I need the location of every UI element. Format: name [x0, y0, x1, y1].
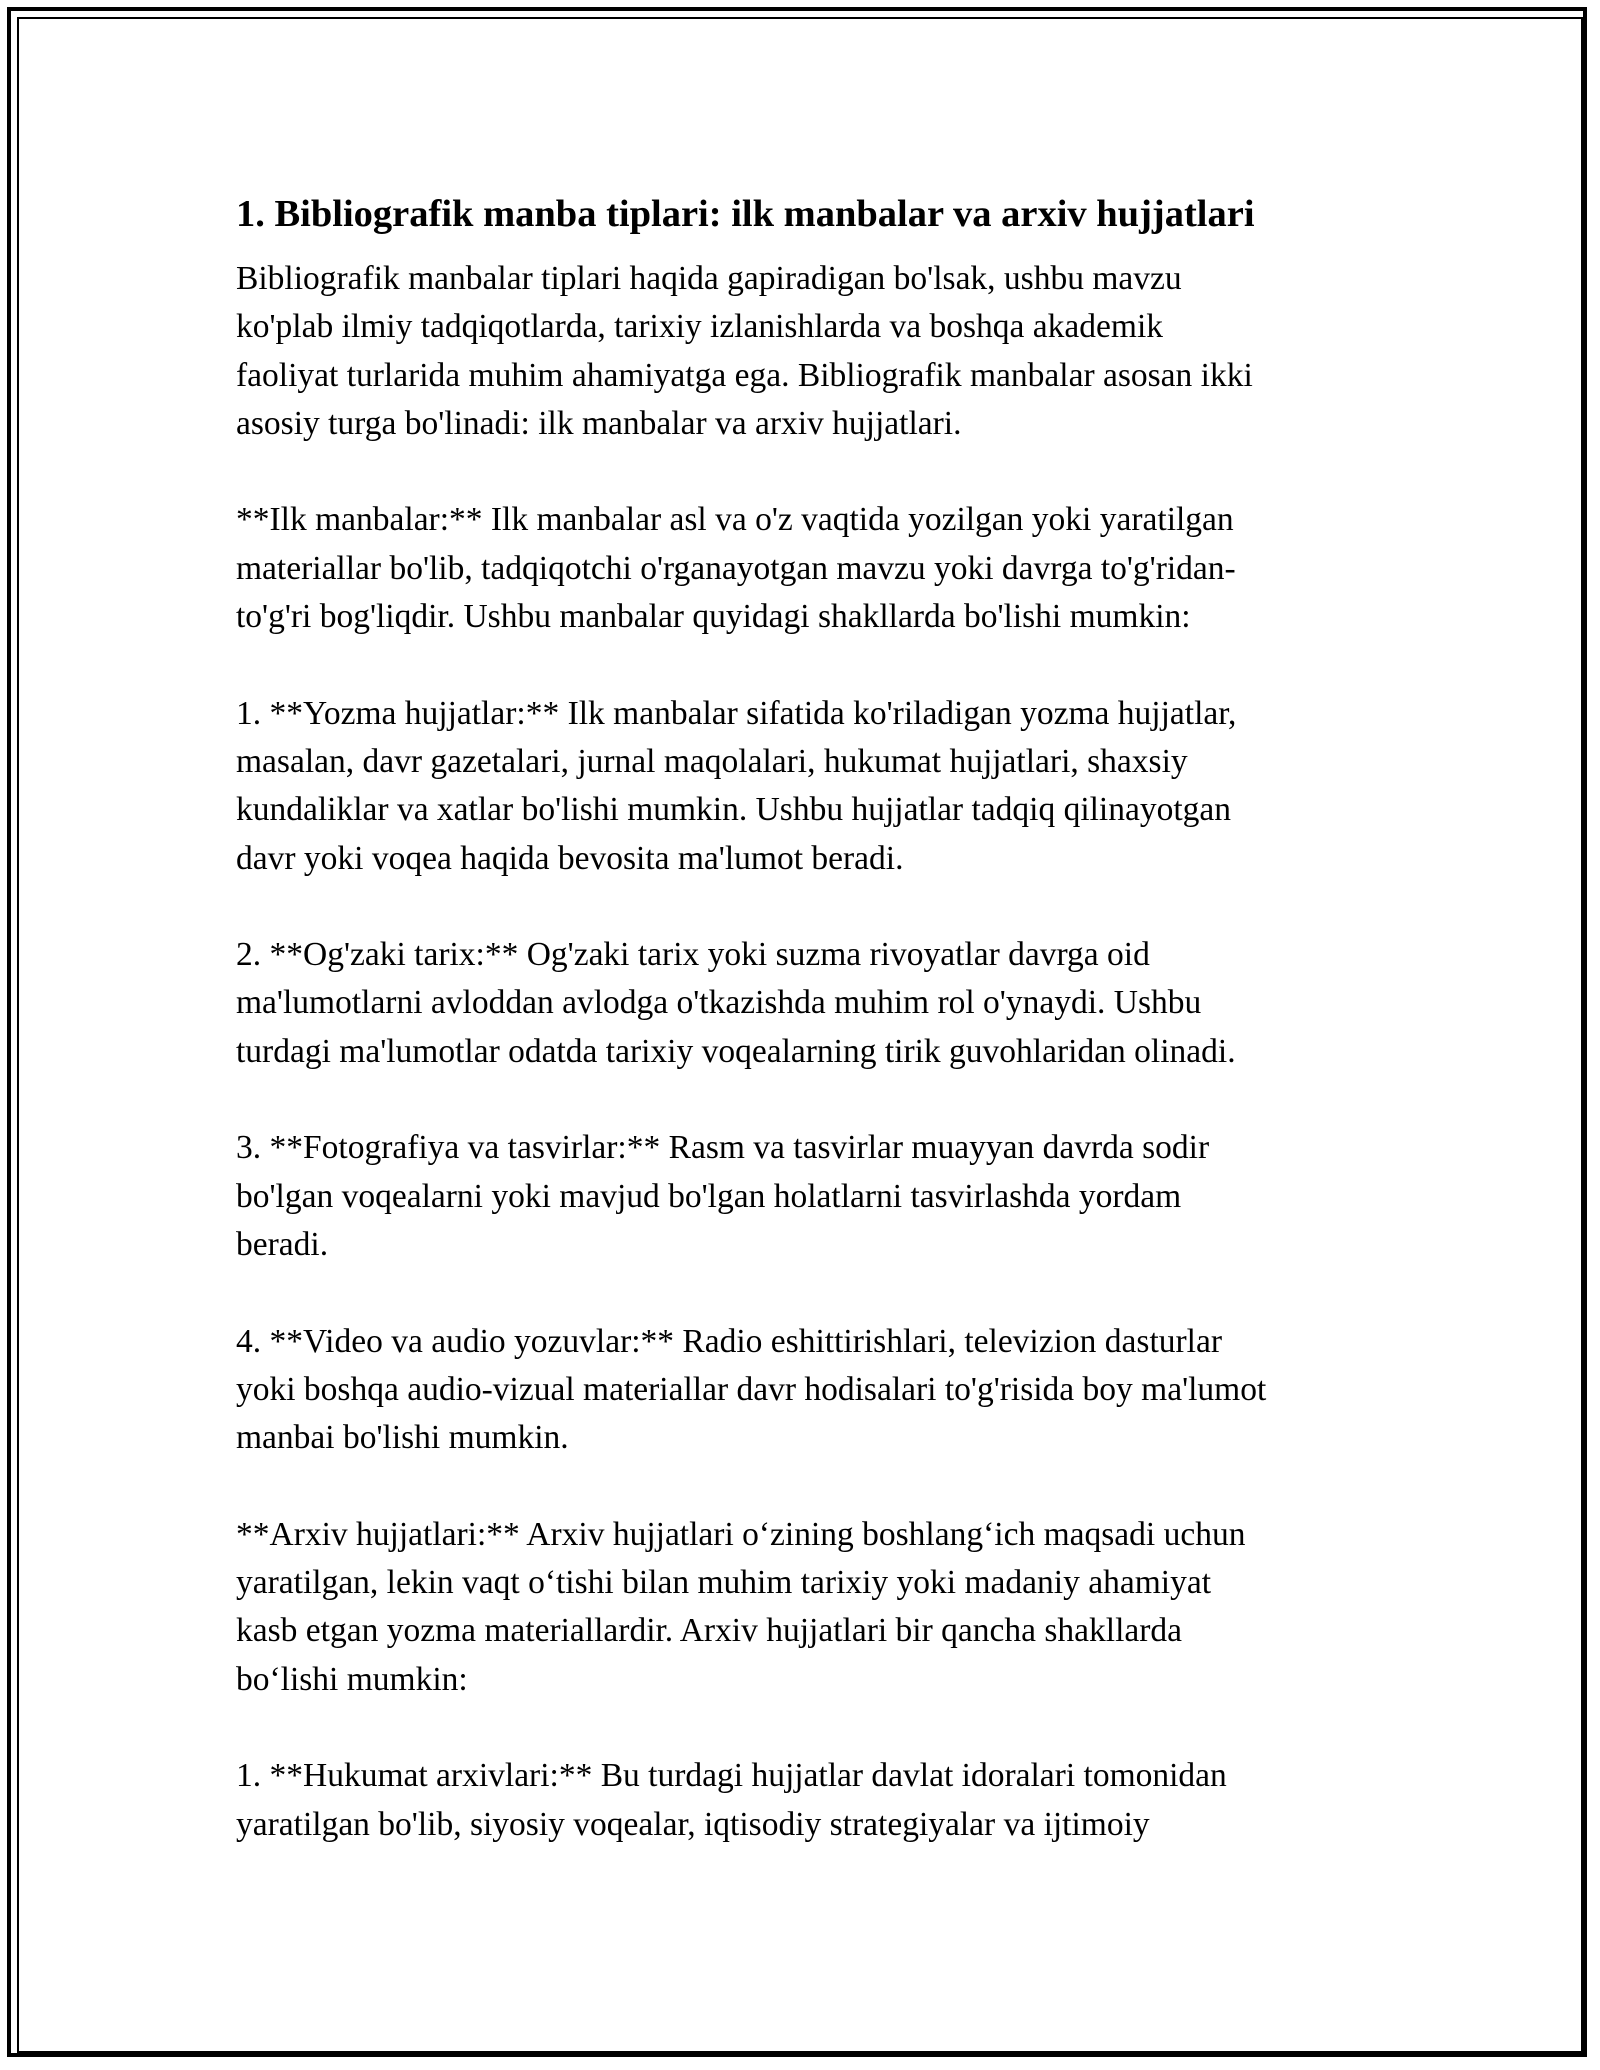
video-audio-paragraph — [236, 1318, 1386, 1463]
text-line: asosiy turga bo'linadi: ilk manbalar va arxiv hujjatlari. — [236, 404, 962, 442]
text-line: 3. **Fotografiya va tasvirlar:** Rasm va tasvirlar muayyan davrda sodir — [236, 1129, 1210, 1167]
text-line: 4. **Video va audio yozuvlar:** Radio eshittirishlari, televizion dasturlar — [236, 1322, 1222, 1360]
text-line: 1. **Hukumat arxivlari:** Bu turdagi hujjatlar davlat idoralari tomonidan — [236, 1757, 1227, 1795]
document-body — [236, 183, 1386, 1897]
text-line: Bibliografik manbalar tiplari haqida gapiradigan bo'lsak, ushbu mavzu — [236, 260, 1182, 297]
text-line: to'g'ri bog'liqdir. Ushbu manbalar quyidagi shakllarda bo'lishi mumkin: — [236, 598, 1191, 636]
oral-history-paragraph — [236, 931, 1386, 1076]
text-line: kundaliklar va xatlar bo'lishi mumkin. Ushbu hujjatlar tadqiq qilinayotgan — [236, 791, 1232, 829]
text-line: **Ilk manbalar:** Ilk manbalar asl va o'z vaqtida yozilgan yoki yaratilgan — [236, 501, 1234, 539]
document-title: 1. Bibliografik manba tiplari: ilk manbalar va arxiv hujjatlari — [236, 193, 1255, 235]
written-documents-paragraph — [236, 690, 1386, 883]
text-line: turdagi ma'lumotlar odatda tarixiy voqealarning tirik guvohlaridan olinadi. — [236, 1032, 1236, 1070]
text-line: manbai bo'lishi mumkin. — [236, 1419, 569, 1457]
text-line: bo'lgan voqealarni yoki mavjud bo'lgan holatlarni tasvirlashda yordam — [236, 1177, 1182, 1215]
text-line: 2. **Og'zaki tarix:** Og'zaki tarix yoki suzma rivoyatlar davrga oid — [236, 936, 1150, 974]
text-line: masalan, davr gazetalari, jurnal maqolalari, hukumat hujjatlari, shaxsiy — [236, 742, 1188, 780]
text-line: ko'plab ilmiy tadqiqotlarda, tarixiy izlanishlarda va boshqa akademik — [236, 308, 1164, 346]
text-line: bo‘lishi mumkin: — [236, 1660, 468, 1698]
text-line: **Arxiv hujjatlari:** Arxiv hujjatlari o‘zining boshlang‘ich maqsadi uchun — [236, 1515, 1246, 1553]
text-line: beradi. — [236, 1225, 329, 1263]
text-line: faoliyat turlarida muhim ahamiyatga ega. Bibliografik manbalar asosan ikki — [236, 356, 1253, 394]
text-line: ma'lumotlarni avloddan avlodga o'tkazishda muhim rol o'ynaydi. Ushbu — [236, 984, 1202, 1022]
text-line: yoki boshqa audio-vizual materiallar davr hodisalari to'g'risida boy ma'lumot — [236, 1370, 1267, 1408]
text-line: davr yoki voqea haqida bevosita ma'lumot beradi. — [236, 839, 904, 877]
text-line: 1. **Yozma hujjatlar:** Ilk manbalar sifatida ko'riladigan yozma hujjatlar, — [236, 694, 1237, 732]
primary-sources-paragraph — [236, 496, 1386, 641]
text-line: yaratilgan, lekin vaqt o‘tishi bilan muhim tarixiy yoki madaniy ahamiyat — [236, 1564, 1212, 1602]
text-line: yaratilgan bo'lib, siyosiy voqealar, iqtisodiy strategiyalar va ijtimoiy — [236, 1805, 1150, 1843]
photography-paragraph — [236, 1124, 1386, 1269]
government-archives-paragraph — [236, 1752, 1386, 1849]
text-line: materiallar bo'lib, tadqiqotchi o'rganayotgan mavzu yoki davrga to'g'ridan- — [236, 549, 1236, 587]
intro-paragraph — [236, 255, 1386, 448]
text-line: kasb etgan yozma materiallardir. Arxiv hujjatlari bir qancha shakllarda — [236, 1612, 1183, 1650]
archive-documents-paragraph — [236, 1511, 1386, 1704]
